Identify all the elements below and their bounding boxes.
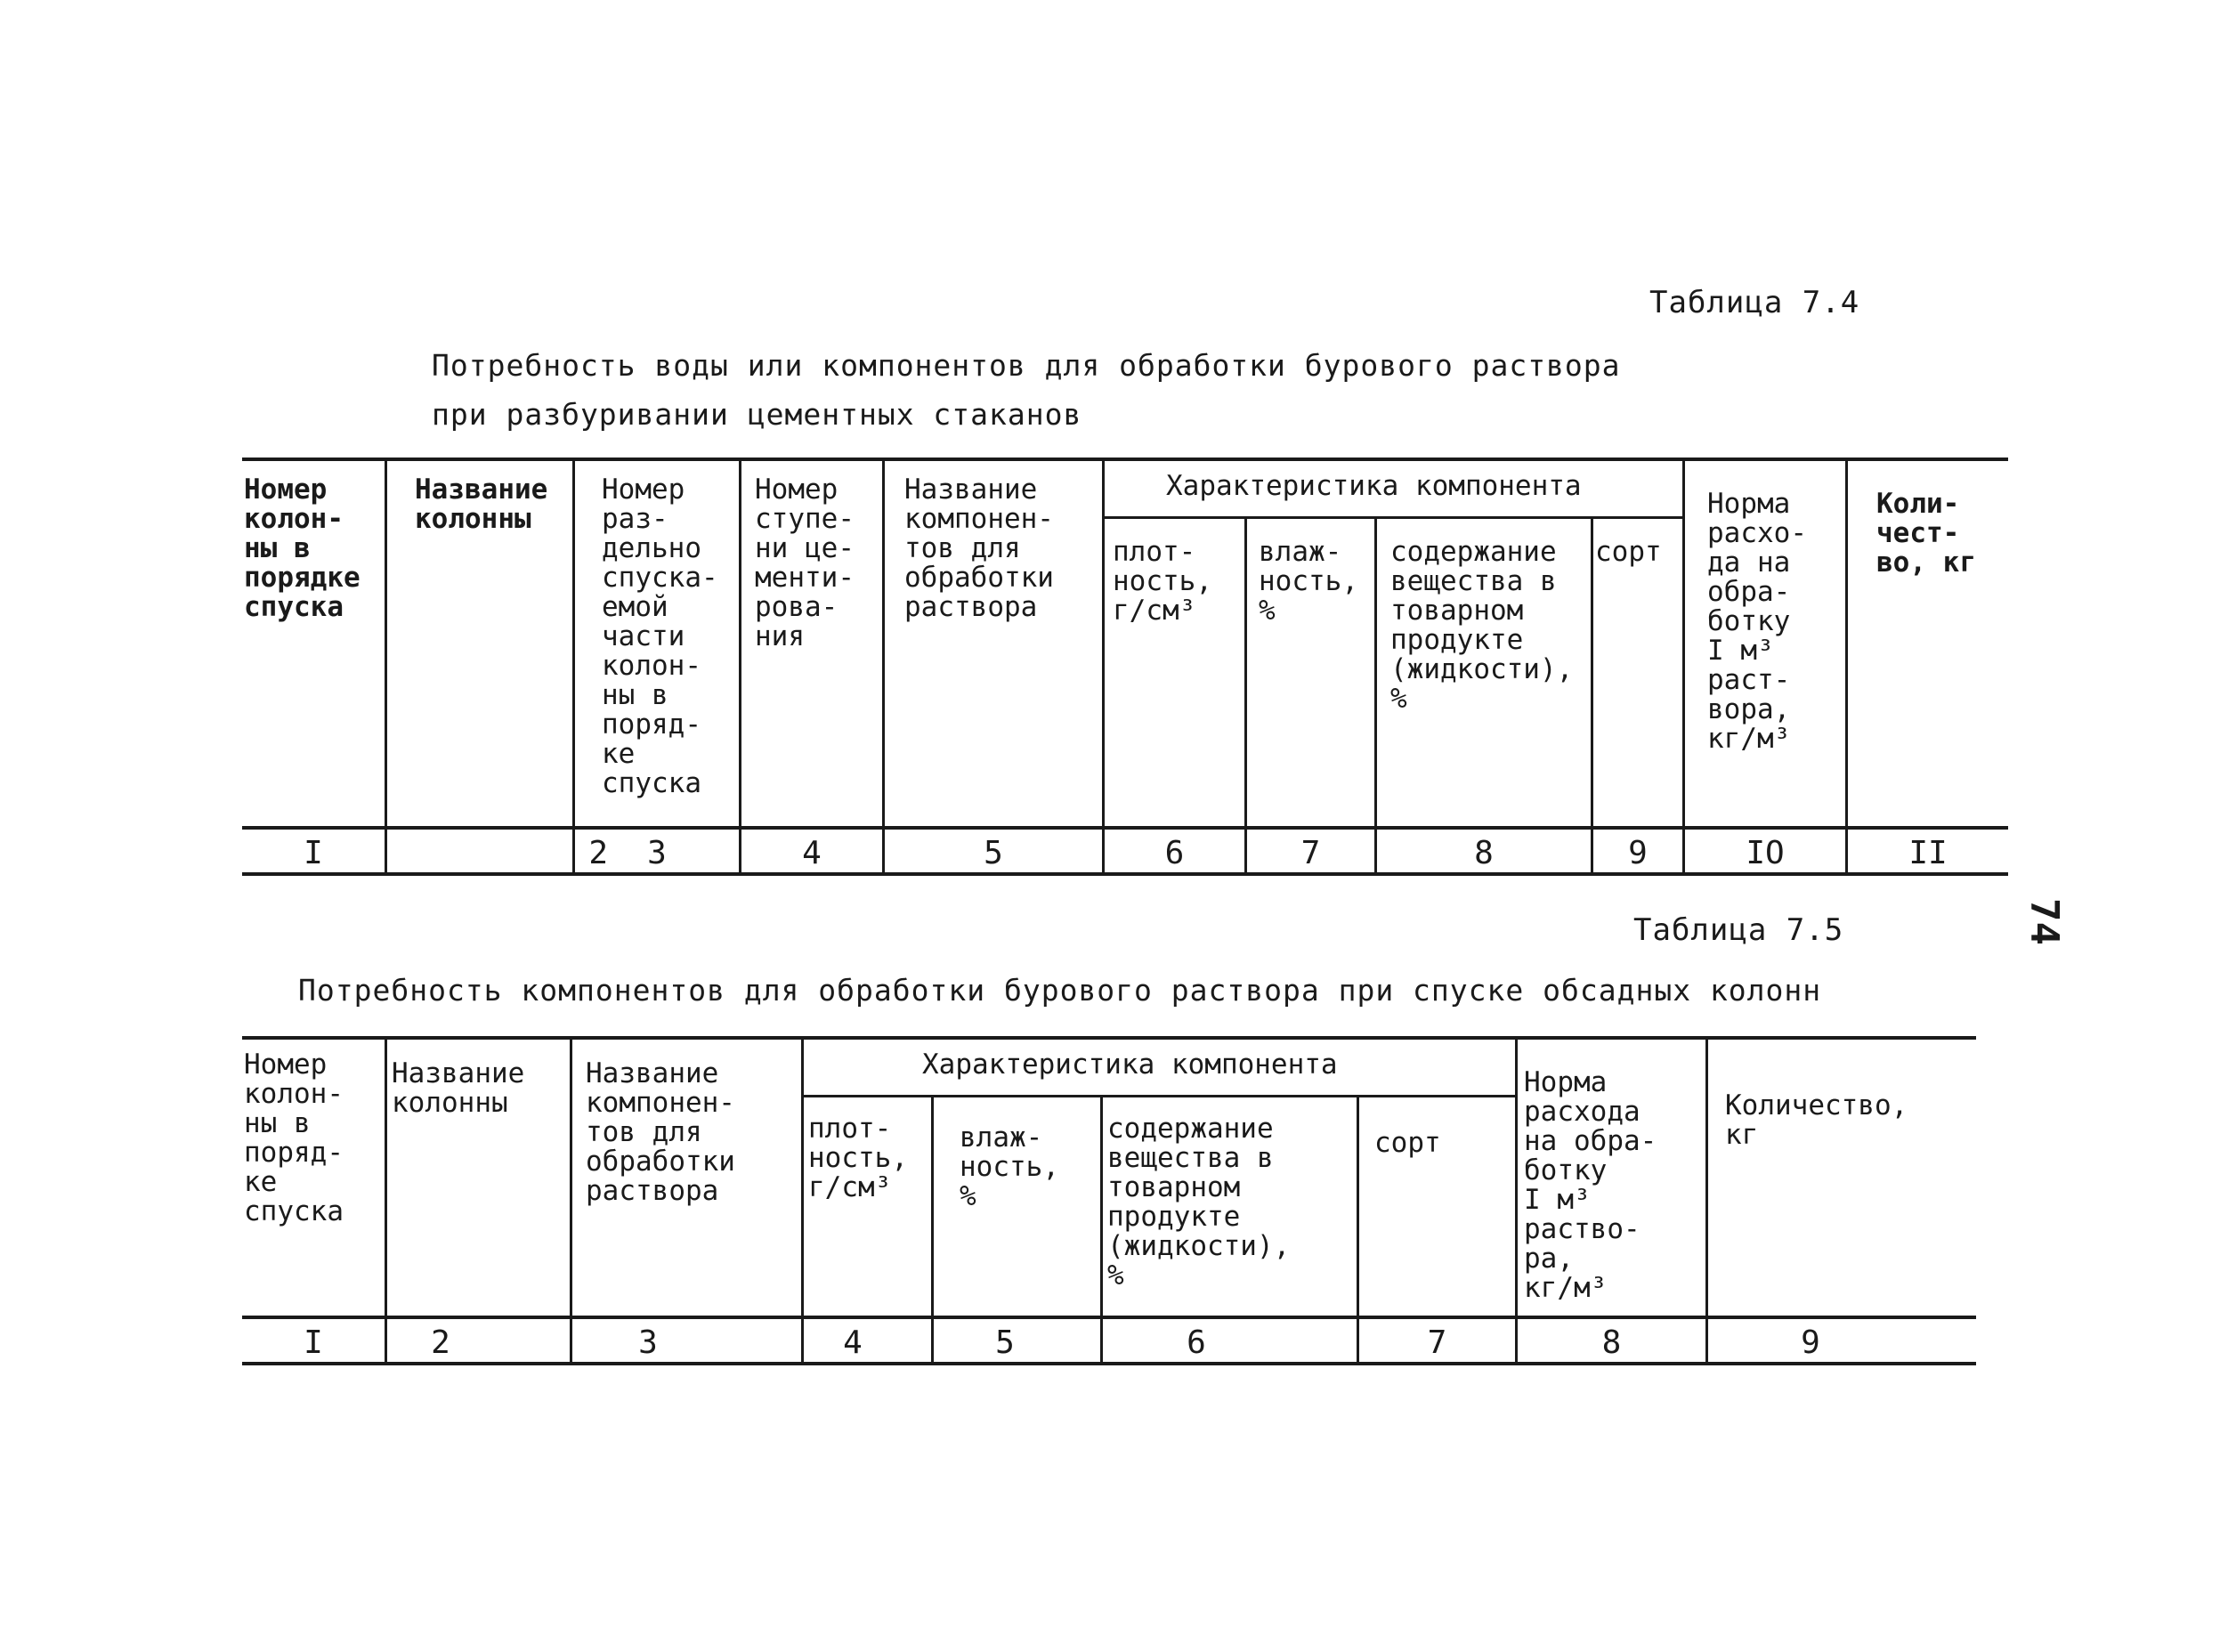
t74-col-number: I (304, 835, 323, 871)
t75-header-col3: Название компонен- тов для обработки раствора (586, 1057, 735, 1207)
table-7-5-bottom-rule (242, 1362, 1976, 1365)
t74-header-col7: влаж- ность, % (1259, 536, 1358, 627)
table-7-4-title-line2: при разбуривании цементных стаканов (432, 397, 1082, 432)
table-7-4-vrule (882, 461, 885, 872)
t74-header-col3: Номер раз- дельно спуска- емой части колон- ны в поряд- ке спуска (602, 474, 718, 799)
t75-col-number: I (304, 1324, 323, 1361)
table-7-5-title: Потребность компонентов для обработки бурового раствора при спуске обсадных колонн (298, 973, 1822, 1008)
t75-header-col7: сорт (1374, 1127, 1441, 1159)
t74-col-number: II (1908, 835, 1948, 871)
t74-col-number: 7 (1300, 835, 1321, 871)
table-7-5-vrule (801, 1040, 804, 1362)
t74-header-col1: Номер колон- ны в порядке спуска (244, 474, 361, 623)
t75-header-col9: Количество, кг (1725, 1089, 1908, 1151)
table-7-4-vrule (572, 461, 575, 872)
t75-header-col8: Норма расхода на обра- ботку I м³ раство- ра, кг/м³ (1524, 1066, 1657, 1304)
table-7-5-vrule (1705, 1040, 1708, 1362)
t74-header-col10: Норма расхо- да на обра- ботку I м³ раст- вора, кг/м³ (1707, 488, 1807, 755)
table-7-5-vrule (1357, 1097, 1359, 1362)
table-7-4-vrule (739, 461, 741, 872)
table-7-4-vrule (1591, 519, 1593, 872)
table-7-4-vrule (1374, 519, 1377, 872)
t74-header-col9: сорт (1595, 536, 1662, 568)
table-7-5-top-rule (242, 1036, 1976, 1040)
table-7-5-vrule (385, 1040, 387, 1362)
t74-col-number: 2 (588, 835, 608, 871)
table-7-5-label: Таблица 7.5 (1633, 912, 1844, 948)
t75-col-number: 3 (638, 1324, 658, 1361)
t75-header-col4: плот- ность, г/см³ (808, 1113, 908, 1203)
t75-header-col5: влаж- ность, % (960, 1122, 1059, 1212)
t74-header-col2: Название колонны (415, 474, 548, 535)
t75-header-group: Характеристика компонента (922, 1049, 1338, 1081)
table-7-4-title-line1: Потребность воды или компонентов для обработки бурового раствора (432, 348, 1621, 383)
t75-col-number: 6 (1187, 1324, 1206, 1361)
table-7-4-group-rule (1102, 516, 1682, 519)
t74-header-group: Характеристика компонента (1166, 470, 1582, 502)
t75-col-number: 8 (1601, 1324, 1622, 1361)
t75-col-number: 9 (1801, 1324, 1820, 1361)
t75-header-col6: содержание вещества в товарном продукте (жидкости), % (1107, 1113, 1291, 1292)
t74-header-col6: плот- ность, г/см³ (1113, 536, 1212, 627)
table-7-4-vrule (1845, 461, 1848, 872)
t74-header-col5: Название компонен- тов для обработки раствора (904, 474, 1054, 623)
table-7-5-header-bottom-rule (242, 1316, 1976, 1319)
table-7-4-vrule (385, 461, 387, 872)
t74-col-number: IO (1746, 835, 1785, 871)
t74-col-number: 3 (647, 835, 667, 871)
table-7-5-vrule (1515, 1040, 1518, 1362)
table-7-4-header-bottom-rule (242, 826, 2008, 830)
table-7-5-vrule (1100, 1097, 1103, 1362)
table-7-5-vrule (570, 1040, 572, 1362)
t74-header-col11: Коли- чест- во, кг (1876, 488, 1976, 579)
table-7-4-vrule (1102, 461, 1105, 872)
table-7-5-vrule (931, 1097, 934, 1362)
t74-header-col8: содержание вещества в товарном продукте (жидкости), % (1390, 536, 1574, 715)
t74-col-number: 9 (1628, 835, 1648, 871)
t74-col-number: 4 (802, 835, 822, 871)
table-7-4-label: Таблица 7.4 (1649, 285, 1860, 320)
t75-col-number: 2 (431, 1324, 450, 1361)
t75-col-number: 4 (843, 1324, 863, 1361)
t75-col-number: 7 (1427, 1324, 1447, 1361)
t75-header-col1: Номер колон- ны в поряд- ке спуска (244, 1049, 344, 1227)
t74-col-number: 8 (1474, 835, 1494, 871)
t75-col-number: 5 (995, 1324, 1015, 1361)
page-number: 74 (2021, 898, 2067, 945)
t74-col-number: 5 (984, 835, 1003, 871)
table-7-4-vrule (1244, 519, 1247, 872)
table-7-5-group-rule (801, 1095, 1515, 1097)
t75-header-col2: Название колонны (392, 1057, 525, 1119)
t74-header-col4: Номер ступе- ни це- менти- рова- ния (755, 474, 855, 652)
table-7-4-top-rule (242, 458, 2008, 461)
table-7-4-vrule (1682, 461, 1685, 872)
table-7-4-bottom-rule (242, 872, 2008, 876)
t74-col-number: 6 (1164, 835, 1185, 871)
